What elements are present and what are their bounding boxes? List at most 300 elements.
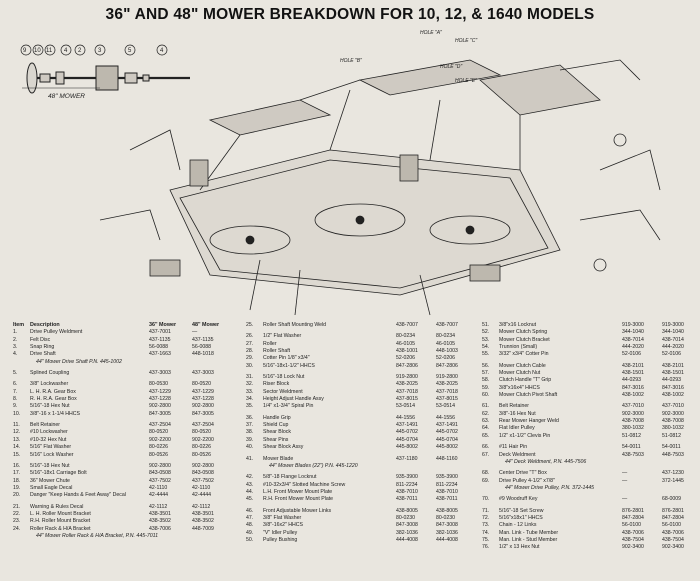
part-b: 51-0812 (662, 432, 682, 439)
part-a: 438-7503 (622, 451, 644, 458)
part-item: 8. (13, 396, 18, 403)
part-a: 438-7011 (396, 496, 418, 503)
part-a: 438-7007 (396, 322, 418, 328)
part-b: 902-3400 (662, 544, 684, 551)
part-item: 26. (246, 333, 254, 340)
part-desc: Man. Link - Stud Member (499, 536, 558, 543)
parts-row (482, 418, 698, 425)
part-a: 902-3000 (622, 410, 644, 417)
part-a: 437-8015 (396, 396, 418, 403)
inset-label: 48" MOWER (48, 93, 85, 100)
part-item: 5. (13, 370, 18, 377)
part-item: 2. (13, 336, 18, 343)
part-item: 44. (246, 488, 254, 495)
part-b: 80-0234 (436, 333, 456, 340)
part-a: 847-2804 (622, 514, 644, 521)
part-b: 438-8005 (436, 507, 458, 514)
parts-row (482, 363, 698, 370)
part-desc: Belt Retainer (499, 403, 529, 410)
part-a: 437-7010 (622, 403, 644, 410)
part-b: 843-0508 (192, 470, 214, 477)
part-b: 438-7006 (662, 529, 684, 536)
parts-row (482, 370, 698, 377)
part-a: 444-2020 (622, 344, 644, 351)
part-desc: Riser Block (263, 381, 290, 388)
part-item: 42. (246, 474, 254, 481)
part-item: 18. (13, 477, 21, 484)
part-b: 448-7503 (662, 451, 684, 458)
parts-row (13, 403, 231, 410)
part-item: 23. (13, 518, 21, 525)
part-item: 75. (482, 536, 490, 543)
part-item: 25. (246, 322, 254, 328)
part-desc: Danger "Keep Hands & Feet Away" Decal (30, 492, 126, 499)
part-item: 72. (482, 514, 490, 521)
part-desc: R.H. Roller Mount Bracket (30, 518, 91, 525)
parts-row (246, 333, 471, 340)
part-b: 438-3501 (192, 510, 214, 517)
part-a: 438-7504 (622, 536, 644, 543)
part-b: 437-1491 (436, 422, 458, 429)
part-item: 31. (246, 374, 254, 381)
part-item: 4. (13, 351, 18, 358)
part-desc: Splined Coupling (30, 370, 70, 377)
part-a: 438-8005 (396, 507, 418, 514)
part-a: 847-3016 (622, 384, 644, 391)
part-b: 80-0520 (192, 429, 212, 436)
part-item: 17. (13, 470, 21, 477)
part-item: 59. (482, 384, 490, 391)
parts-row (482, 433, 698, 440)
part-item: 10. (13, 410, 21, 417)
part-b: 438-1501 (662, 370, 684, 377)
part-item: 9. (13, 403, 18, 410)
part-a: 437-1135 (149, 336, 171, 343)
part-b: 438-7011 (436, 496, 458, 503)
parts-note-row (482, 459, 698, 466)
part-item: 12. (13, 429, 21, 436)
part-a: 438-7010 (396, 488, 418, 495)
part-a: 80-0230 (396, 514, 416, 521)
parts-row (13, 504, 231, 511)
part-b: 52-0106 (662, 351, 682, 358)
part-a: 919-3000 (622, 322, 644, 328)
part-item: 29. (246, 355, 254, 362)
part-desc: 5/16"x18x1" HHCS (499, 514, 543, 521)
part-desc: Small Eagle Decal (30, 484, 73, 491)
part-a: 53-0514 (396, 403, 416, 410)
part-b: 876-2801 (662, 507, 684, 514)
parts-row (482, 530, 698, 537)
parts-row (13, 526, 231, 533)
parts-row (246, 508, 471, 515)
parts-row (482, 392, 698, 399)
parts-row (13, 411, 231, 418)
part-a: 437-1491 (396, 422, 418, 429)
part-desc: Roller Rack & H/A Bracket (30, 525, 91, 532)
part-desc: 3/8"-16 x 1-1/4 HHCS (30, 410, 80, 417)
part-b: 437-7502 (192, 477, 214, 484)
part-a: 437-7001 (149, 329, 171, 336)
part-desc: 5/16" Flat Washer (30, 444, 72, 451)
part-desc: 5/16"-18x1-1/2" HHCS (263, 362, 315, 369)
part-b: 445-8002 (436, 444, 458, 451)
part-desc: Mower Clutch Pivot Shaft (499, 392, 558, 399)
part-a: 380-1032 (622, 425, 644, 432)
part-desc: Mower Clutch Bracket (499, 336, 550, 343)
part-desc: #10-32 Hex Nut (30, 436, 67, 443)
part-desc: Snap Ring (30, 344, 55, 351)
parts-row (482, 537, 698, 544)
part-b: 44-0293 (662, 377, 682, 384)
part-b: 56-0088 (192, 344, 212, 351)
part-desc: Cotter Pin 1/8" x3/4" (263, 355, 310, 362)
part-desc: 3/8"-16 Hex Nut (499, 410, 536, 417)
part-b: 902-3000 (662, 410, 684, 417)
part-item: 28. (246, 348, 254, 355)
part-a: 80-0526 (149, 451, 169, 458)
part-item: 68. (482, 470, 490, 477)
part-a: — (622, 496, 628, 503)
parts-column-3 (482, 322, 698, 552)
part-a: 438-3502 (149, 518, 171, 525)
part-a: 437-1180 (396, 455, 418, 462)
part-desc: Deck Weldment (499, 451, 536, 458)
part-b: 438-1002 (662, 392, 684, 399)
parts-row (13, 329, 231, 336)
parts-row (13, 337, 231, 344)
part-item: 50. (246, 536, 254, 543)
part-a: 46-0105 (396, 340, 416, 347)
part-item: 1. (13, 329, 18, 336)
part-item: 16. (13, 462, 21, 469)
part-a: 876-2801 (622, 507, 644, 514)
parts-row (482, 522, 698, 529)
part-b: 56-0100 (662, 522, 682, 529)
parts-list (0, 322, 700, 581)
part-a: 445-0702 (396, 429, 418, 436)
part-desc: R.H. Front Mower Mount Plate (263, 496, 334, 503)
part-a: 902-3400 (622, 544, 644, 551)
part-desc: Mower Clutch Nut (499, 370, 541, 377)
parts-row (482, 351, 698, 358)
part-item: 71. (482, 507, 490, 514)
part-item: 22. (13, 510, 21, 517)
part-desc: Rear Mower Hanger Weld (499, 418, 559, 425)
part-b: 448-7009 (192, 525, 214, 532)
parts-row (482, 425, 698, 432)
parts-row (13, 381, 231, 388)
hole-e-label: HOLE "E" (455, 78, 477, 84)
part-desc: Mower Blade (263, 455, 294, 462)
part-b: 438-7014 (662, 336, 684, 343)
hole-b-label: HOLE "B" (340, 58, 362, 64)
parts-row (13, 422, 231, 429)
part-item: 74. (482, 529, 490, 536)
parts-row (482, 478, 698, 485)
part-a: 437-2504 (149, 422, 171, 429)
part-item: 40. (246, 444, 254, 451)
inset-callout-7: 5 (128, 48, 132, 54)
inset-callout-6: 3 (98, 48, 102, 54)
part-b: 437-7018 (436, 388, 458, 395)
parts-note-row (13, 533, 231, 540)
part-desc: Front Adjustable Mower Links (263, 507, 332, 514)
parts-row (13, 370, 231, 377)
part-b: 44-1556 (436, 414, 456, 421)
parts-row (13, 437, 231, 444)
parts-row (482, 377, 698, 384)
parts-row (13, 444, 231, 451)
part-b: 847-3008 (436, 522, 458, 529)
part-a: 935-3900 (396, 474, 418, 481)
inset-callout-8: 4 (160, 48, 164, 54)
part-a: 52-0106 (622, 351, 642, 358)
part-a: 437-3003 (149, 370, 171, 377)
part-desc: 5/16"-18 Lock Nut (263, 374, 305, 381)
part-a: 80-0520 (149, 429, 169, 436)
part-item: 55. (482, 351, 490, 358)
part-desc: Flat Idler Pulley (499, 425, 535, 432)
part-desc: Felt Disc (30, 336, 51, 343)
part-b: 902-2800 (192, 403, 214, 410)
part-item: 64. (482, 425, 490, 432)
column-header: Item Description 36" Mower 48" Mower (13, 322, 220, 328)
parts-note-row (482, 485, 698, 492)
part-item: 38. (246, 429, 254, 436)
part-b: 438-2101 (662, 362, 684, 369)
parts-column-2 (246, 322, 471, 544)
part-a: 438-1001 (396, 348, 418, 355)
parts-row (13, 492, 231, 499)
part-item: 34. (246, 396, 254, 403)
mower-deck-drawing (100, 60, 660, 315)
part-a: 438-2025 (396, 381, 418, 388)
parts-row (482, 329, 698, 336)
part-desc: 44" Mower Roller Rack & H/A Bracket, P.N. 445-7011 (36, 532, 158, 539)
part-desc: 1/2" Flat Washer (263, 333, 302, 340)
part-desc: L.H. Front Mower Mount Plate (263, 488, 333, 495)
part-a: 51-0812 (622, 432, 642, 439)
parts-row (246, 422, 471, 429)
part-b: 46-0105 (436, 340, 456, 347)
part-a: 437-1663 (149, 351, 171, 358)
part-item: 11. (13, 422, 20, 429)
part-b: — (192, 329, 198, 336)
part-desc: Mower Clutch Cable (499, 362, 546, 369)
part-b: 437-1228 (192, 396, 214, 403)
inset-callout-5: 2 (78, 48, 82, 54)
part-desc: #11 Hair Pin (499, 444, 528, 451)
part-desc: R. H. R.A. Gear Box (30, 396, 77, 403)
part-a: 438-7006 (622, 529, 644, 536)
part-a: 80-0226 (149, 444, 169, 451)
part-b: 445-0704 (436, 436, 458, 443)
part-item: 58. (482, 377, 490, 384)
part-b: 437-3003 (192, 370, 214, 377)
part-b: 80-0520 (192, 381, 212, 388)
part-desc: 44" Mower Blades (22") P.N. 445-1220 (269, 462, 358, 469)
part-b: 935-3900 (436, 474, 458, 481)
parts-row (482, 337, 698, 344)
part-item: 45. (246, 496, 254, 503)
part-desc: Shear Pins (263, 436, 289, 443)
part-item: 46. (246, 507, 254, 514)
part-item: 67. (482, 451, 490, 458)
part-a: 438-7006 (149, 525, 171, 532)
part-b: 42-1110 (192, 484, 211, 491)
part-a: 902-2800 (149, 403, 171, 410)
part-a: 437-7018 (396, 388, 418, 395)
parts-row (246, 381, 471, 388)
part-b: 380-1032 (662, 425, 684, 432)
part-b: 42-4444 (192, 492, 212, 499)
part-desc: 5/16"-18 Hex Nut (30, 403, 70, 410)
inset-callout-1: 9 (23, 48, 27, 54)
parts-row (246, 496, 471, 503)
parts-row (246, 415, 471, 422)
part-b: 847-3016 (662, 384, 684, 391)
page-title: 36" AND 48" MOWER BREAKDOWN FOR 10, 12, & 1640 MODELS (105, 6, 595, 23)
parts-row (13, 463, 231, 470)
part-desc: #10 Lockwasher (30, 429, 68, 436)
part-b: 811-2234 (436, 481, 458, 488)
part-b: 847-3005 (192, 410, 214, 417)
part-desc: 3/8" Flat Washer (263, 514, 302, 521)
part-b: 438-3502 (192, 518, 214, 525)
part-desc: 5/16"-18x1 Carriage Bolt (30, 470, 87, 477)
part-desc: 3/32" x3/4" Cotter Pin (499, 351, 549, 358)
part-desc: L. H. Roller Mount Bracket (30, 510, 91, 517)
part-item: 24. (13, 525, 21, 532)
part-item: 69. (482, 477, 490, 484)
part-item: 57. (482, 370, 490, 377)
hole-c-label: HOLE "C" (455, 38, 478, 44)
part-desc: 3/8" Lockwasher (30, 381, 69, 388)
parts-row (13, 485, 231, 492)
part-a: 437-1228 (149, 396, 171, 403)
part-item: 65. (482, 432, 490, 439)
exploded-diagram (0, 20, 700, 320)
part-item: 66. (482, 444, 490, 451)
part-item: 70. (482, 496, 490, 503)
part-a: 382-1036 (396, 529, 418, 536)
hole-d-label: HOLE "D" (440, 64, 463, 70)
parts-row (246, 530, 471, 537)
part-b: 847-2806 (436, 362, 458, 369)
part-item: 53. (482, 336, 490, 343)
parts-row (246, 522, 471, 529)
parts-row (246, 341, 471, 348)
part-item: 30. (246, 362, 254, 369)
part-desc: Mower Clutch Spring (499, 329, 548, 336)
part-b: 437-1135 (192, 336, 214, 343)
part-b: 438-7010 (436, 488, 458, 495)
part-desc: Height Adjust Handle Assy (263, 396, 324, 403)
part-b: 445-0702 (436, 429, 458, 436)
parts-row (246, 515, 471, 522)
parts-row (13, 429, 231, 436)
part-a: 445-8002 (396, 444, 418, 451)
part-desc: Roller (263, 340, 277, 347)
parts-row (246, 474, 471, 481)
part-item: 33. (246, 388, 254, 395)
part-desc: L. H. R.A. Gear Box (30, 388, 76, 395)
hole-a-label: HOLE "A" (420, 30, 442, 36)
parts-row (13, 452, 231, 459)
parts-row (13, 396, 231, 403)
part-item: 47. (246, 514, 254, 521)
part-item: 41. (246, 455, 254, 462)
part-a: 56-0088 (149, 344, 169, 351)
part-item: 62. (482, 410, 490, 417)
part-item: 63. (482, 418, 490, 425)
part-a: 438-3501 (149, 510, 171, 517)
parts-note-row (13, 359, 231, 366)
part-a: — (622, 470, 628, 477)
part-desc: 1/2" x 13 Hex Nut (499, 544, 540, 551)
part-b: 902-2200 (192, 436, 214, 443)
part-item: 51. (482, 322, 490, 328)
parts-row (246, 429, 471, 436)
part-desc: Warning & Rules Decal (30, 503, 84, 510)
part-item: 35. (246, 403, 254, 410)
parts-row (482, 544, 698, 551)
part-a: 444-4008 (396, 536, 418, 543)
part-a: 811-2234 (396, 481, 418, 488)
parts-row (482, 452, 698, 459)
part-a: 344-1040 (622, 329, 644, 336)
part-b: 444-4008 (436, 536, 458, 543)
part-a: 437-1229 (149, 388, 171, 395)
part-a: 42-4444 (149, 492, 169, 499)
part-b: 444-2020 (662, 344, 684, 351)
parts-row (482, 470, 698, 477)
parts-column-1 (13, 322, 231, 540)
part-a: 902-2800 (149, 462, 171, 469)
part-item: 15. (13, 451, 21, 458)
part-desc: #9 Woodruff Key (499, 496, 538, 503)
part-item: 21. (13, 503, 21, 510)
part-b: 919-2800 (436, 374, 458, 381)
part-item: 48. (246, 522, 254, 529)
parts-row (482, 344, 698, 351)
parts-row (482, 411, 698, 418)
part-a: 445-0704 (396, 436, 418, 443)
parts-row (246, 537, 471, 544)
part-b: 437-1229 (192, 388, 214, 395)
part-item: 60. (482, 392, 490, 399)
parts-row (13, 470, 231, 477)
part-b: 438-2025 (436, 381, 458, 388)
parts-row (13, 478, 231, 485)
part-a: 52-0206 (396, 355, 416, 362)
part-b: 437-7010 (662, 403, 684, 410)
part-a: 847-3008 (396, 522, 418, 529)
part-desc: 44" Deck Weldment, P.N. 445-7506 (505, 458, 587, 465)
part-item: 32. (246, 381, 254, 388)
inset-callout-2: 10 (34, 48, 41, 54)
parts-row (246, 482, 471, 489)
part-b: 438-7008 (662, 418, 684, 425)
part-b: 80-0526 (192, 451, 212, 458)
parts-row (246, 403, 471, 410)
part-item: 39. (246, 436, 254, 443)
part-item: 27. (246, 340, 254, 347)
part-desc: 5/16" Lock Washer (30, 451, 74, 458)
parts-row (246, 444, 471, 451)
part-item: 7. (13, 388, 18, 395)
